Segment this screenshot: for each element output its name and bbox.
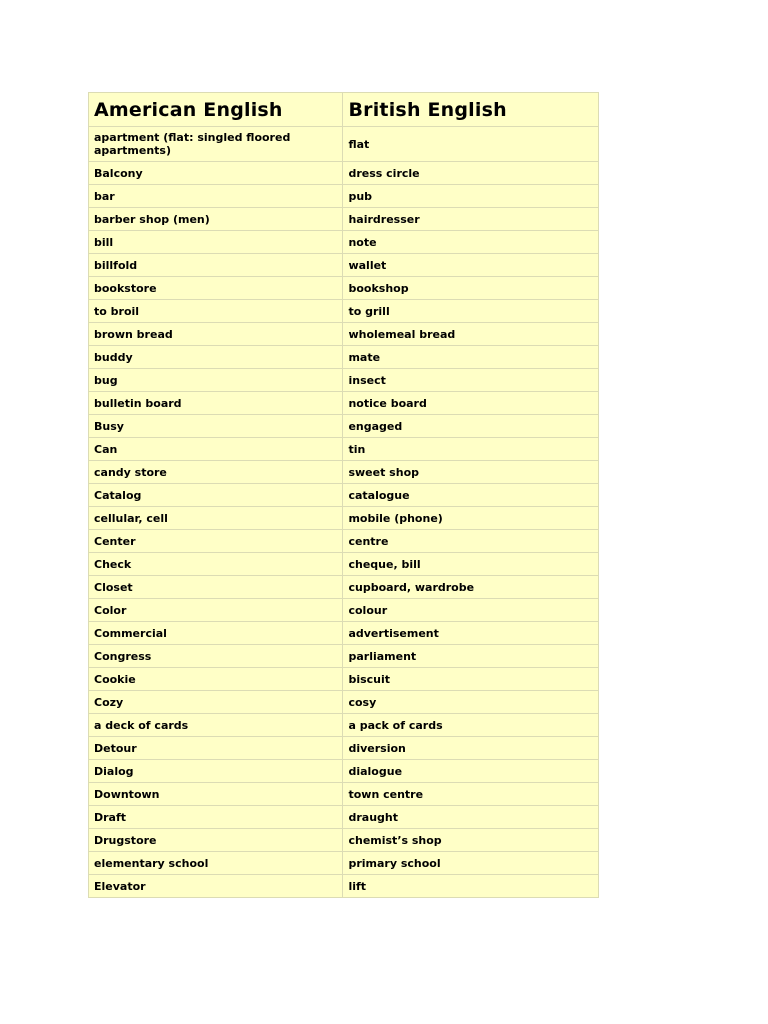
table-body [89, 127, 599, 898]
header-row [89, 93, 599, 127]
american-term: barber shop (men) [89, 208, 343, 231]
british-term: hairdresser [343, 208, 599, 231]
british-term: engaged [343, 415, 599, 438]
british-term: note [343, 231, 599, 254]
header-british-english: British English [343, 93, 599, 127]
table-row [89, 829, 599, 852]
british-term: a pack of cards [343, 714, 599, 737]
table-row [89, 737, 599, 760]
british-term: draught [343, 806, 599, 829]
american-term: Elevator [89, 875, 343, 898]
american-term: Cookie [89, 668, 343, 691]
american-term: Can [89, 438, 343, 461]
table-row [89, 300, 599, 323]
british-term: biscuit [343, 668, 599, 691]
british-term: sweet shop [343, 461, 599, 484]
british-term: advertisement [343, 622, 599, 645]
american-term: elementary school [89, 852, 343, 875]
table-row [89, 461, 599, 484]
british-term: mate [343, 346, 599, 369]
british-term: lift [343, 875, 599, 898]
british-term: primary school [343, 852, 599, 875]
british-term: insect [343, 369, 599, 392]
table-row [89, 645, 599, 668]
american-term: apartment (flat: singled floored apartments) [89, 127, 343, 162]
british-term: cosy [343, 691, 599, 714]
vocabulary-table [88, 92, 599, 898]
american-term: Commercial [89, 622, 343, 645]
american-term: cellular, cell [89, 507, 343, 530]
british-term: to grill [343, 300, 599, 323]
american-term: buddy [89, 346, 343, 369]
table-row [89, 760, 599, 783]
american-term: Check [89, 553, 343, 576]
american-term: candy store [89, 461, 343, 484]
american-term: Drugstore [89, 829, 343, 852]
american-term: Congress [89, 645, 343, 668]
table-row [89, 622, 599, 645]
table-row [89, 484, 599, 507]
american-term: Detour [89, 737, 343, 760]
table-row [89, 530, 599, 553]
american-term: bookstore [89, 277, 343, 300]
american-term: bulletin board [89, 392, 343, 415]
american-term: Cozy [89, 691, 343, 714]
american-term: Closet [89, 576, 343, 599]
american-term: bar [89, 185, 343, 208]
british-term: notice board [343, 392, 599, 415]
american-term: Busy [89, 415, 343, 438]
american-term: Catalog [89, 484, 343, 507]
table-row [89, 185, 599, 208]
header-american-english: American English [89, 93, 343, 127]
table-row [89, 162, 599, 185]
american-term: a deck of cards [89, 714, 343, 737]
british-term: wallet [343, 254, 599, 277]
british-term: mobile (phone) [343, 507, 599, 530]
table-row [89, 668, 599, 691]
table-row [89, 392, 599, 415]
table-row [89, 323, 599, 346]
british-term: catalogue [343, 484, 599, 507]
american-term: Downtown [89, 783, 343, 806]
american-term: Dialog [89, 760, 343, 783]
american-term: brown bread [89, 323, 343, 346]
american-term: Balcony [89, 162, 343, 185]
british-term: colour [343, 599, 599, 622]
table-row [89, 438, 599, 461]
british-term: bookshop [343, 277, 599, 300]
table-row [89, 852, 599, 875]
table-row [89, 806, 599, 829]
table-row [89, 875, 599, 898]
table-row [89, 576, 599, 599]
table-row [89, 231, 599, 254]
table-row [89, 369, 599, 392]
table-row [89, 346, 599, 369]
table-row [89, 783, 599, 806]
table-row [89, 254, 599, 277]
table-row [89, 208, 599, 231]
table-row [89, 277, 599, 300]
american-term: bill [89, 231, 343, 254]
british-term: pub [343, 185, 599, 208]
table-row [89, 691, 599, 714]
table-row [89, 415, 599, 438]
table-row [89, 507, 599, 530]
american-term: bug [89, 369, 343, 392]
table-row [89, 599, 599, 622]
british-term: cheque, bill [343, 553, 599, 576]
british-term: parliament [343, 645, 599, 668]
table-row [89, 127, 599, 162]
british-term: town centre [343, 783, 599, 806]
american-term: Center [89, 530, 343, 553]
british-term: chemist’s shop [343, 829, 599, 852]
british-term: wholemeal bread [343, 323, 599, 346]
american-term: Color [89, 599, 343, 622]
british-term: cupboard, wardrobe [343, 576, 599, 599]
table-row [89, 714, 599, 737]
american-term: billfold [89, 254, 343, 277]
british-term: dialogue [343, 760, 599, 783]
table-row [89, 553, 599, 576]
british-term: flat [343, 127, 599, 162]
british-term: diversion [343, 737, 599, 760]
british-term: centre [343, 530, 599, 553]
american-term: Draft [89, 806, 343, 829]
british-term: dress circle [343, 162, 599, 185]
american-term: to broil [89, 300, 343, 323]
british-term: tin [343, 438, 599, 461]
